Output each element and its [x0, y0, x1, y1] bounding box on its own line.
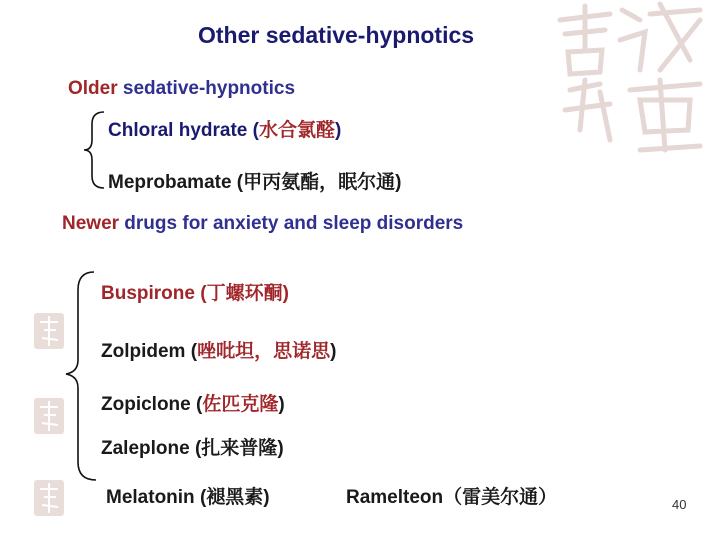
- drug-paren: ): [282, 283, 289, 304]
- list-item: [108, 167, 401, 194]
- slide-title: Other sedative-hypnotics: [198, 22, 475, 48]
- older-heading: [68, 78, 295, 100]
- drug-paren: ): [278, 394, 285, 415]
- drug-paren: ): [395, 172, 402, 193]
- drug-chinese: （雷美尔通）: [443, 487, 558, 508]
- newer-rest: drugs for anxiety and sleep disorders: [119, 213, 464, 234]
- list-item: [101, 389, 285, 416]
- drug-paren: ): [277, 438, 284, 459]
- drug-name: Zaleplone (: [101, 438, 202, 459]
- list-item: [101, 336, 336, 363]
- drug-chinese: 褪黑素: [206, 487, 264, 508]
- list-item: [106, 482, 270, 509]
- drug-paren: ): [330, 341, 337, 362]
- list-item: [108, 115, 341, 142]
- drug-paren: ): [335, 120, 342, 141]
- drug-chinese: 扎来普隆: [201, 438, 278, 459]
- drug-chinese: 甲丙氨酯，眠尔通: [243, 172, 396, 193]
- newer-lead: Newer: [62, 213, 120, 234]
- drug-chinese: 水合氯醛: [258, 120, 335, 141]
- drug-name: Melatonin (: [106, 487, 207, 508]
- drug-name: Buspirone (: [101, 283, 207, 304]
- list-item: [101, 433, 284, 460]
- drug-name: Ramelteon: [346, 487, 444, 508]
- newer-heading: [62, 213, 463, 235]
- drug-paren: ): [263, 487, 270, 508]
- drug-chinese: 唑吡坦，思诺思: [197, 341, 331, 362]
- list-item: [346, 482, 557, 509]
- list-item: [101, 278, 289, 305]
- drug-chinese: 丁螺环酮: [206, 283, 283, 304]
- older-lead: Older: [68, 78, 118, 99]
- older-rest: sedative-hypnotics: [117, 78, 296, 99]
- drug-name: Meprobamate (: [108, 172, 244, 193]
- page-number: 40: [672, 497, 687, 512]
- drug-name: Chloral hydrate (: [108, 120, 259, 141]
- drug-name: Zopiclone (: [101, 394, 203, 415]
- drug-chinese: 佐匹克隆: [202, 394, 279, 415]
- drug-name: Zolpidem (: [101, 341, 198, 362]
